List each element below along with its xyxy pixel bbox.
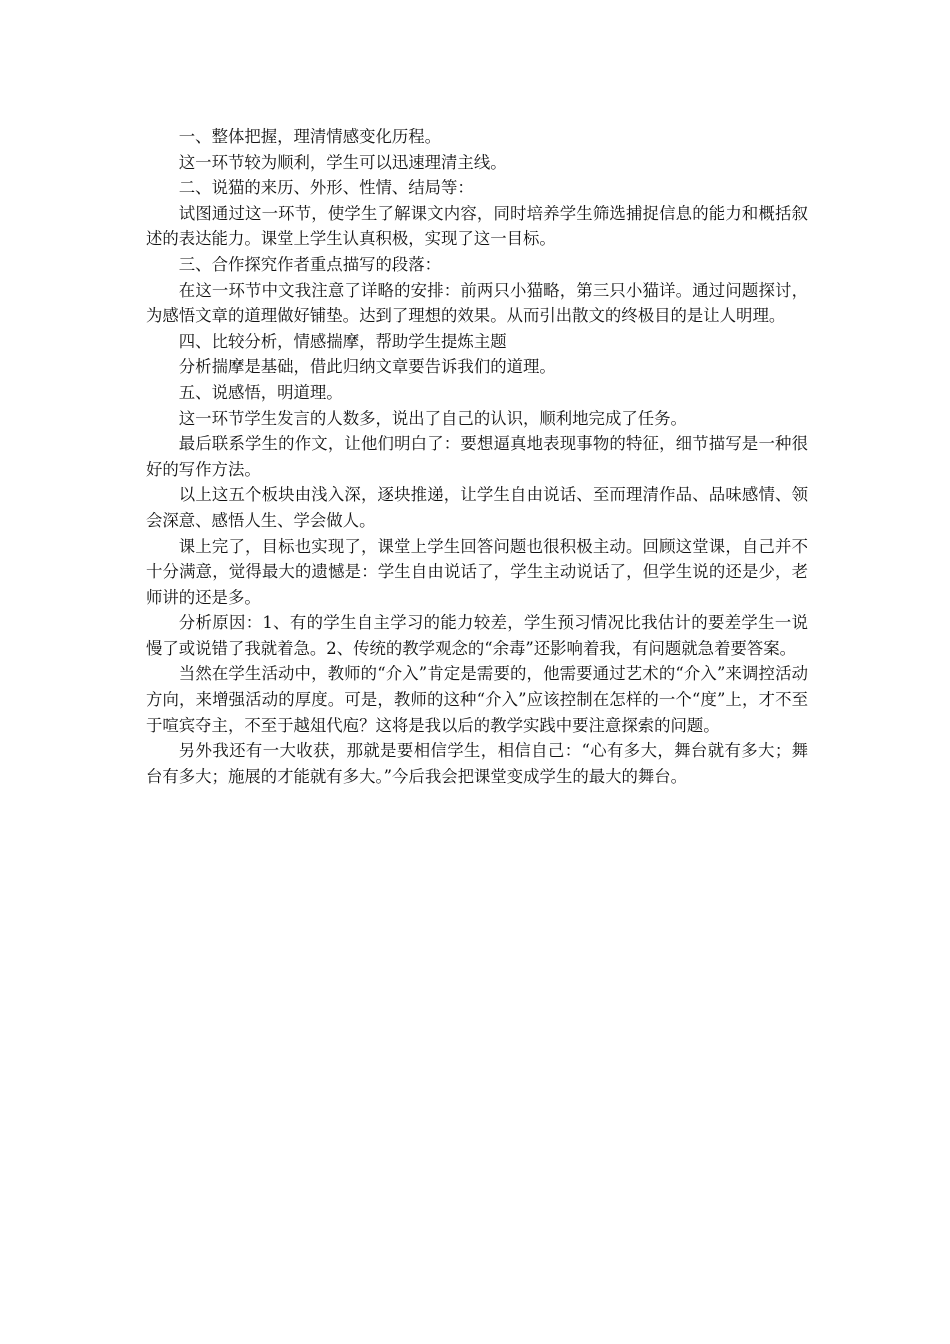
paragraph: 试图通过这一环节，使学生了解课文内容，同时培养学生筛选捕捉信息的能力和概括叙述的表达能力。课堂上学生认真积极，实现了这一目标。 <box>146 203 808 249</box>
paragraph: 以上这五个板块由浅入深，逐块推递，让学生自由说话、至而理清作品、品味感情、领会深意、感悟人生、学会做人。 <box>146 485 808 530</box>
heading-part-2: 二、说猫的来历、外形、性情、结局等： <box>178 178 474 198</box>
heading-part-5: 五、说感悟，明道理。 <box>178 382 343 402</box>
paragraph: 分析揣摩是基础，借此归纳文章要告诉我们的道理。 <box>178 357 556 377</box>
paragraph: 这一环节学生发言的人数多，说出了自己的认识，顺利地完成了任务。 <box>178 408 687 428</box>
paragraph: 另外我还有一大收获，那就是要相信学生，相信自己：“心有多大，舞台就有多大；舞台有多大；施展的才能就有多大。”今后我会把课堂变成学生的最大的舞台。 <box>146 741 808 786</box>
document-page <box>146 124 808 789</box>
heading-part-1: 一、整体把握，理清情感变化历程。 <box>178 127 442 146</box>
heading-part-4: 四、比较分析，情感揣摩，帮助学生提炼主题 <box>178 331 507 351</box>
paragraph: 分析原因：1、有的学生自主学习的能力较差，学生预习情况比我估计的要差学生一说慢了或说错了我就着急。2、传统的教学观念的“余毒”还影响着我，有问题就急着要答案。 <box>146 613 808 658</box>
paragraph: 最后联系学生的作文，让他们明白了：要想逼真地表现事物的特征，细节描写是一种很好的写作方法。 <box>146 434 808 479</box>
paragraph: 课上完了，目标也实现了，课堂上学生回答问题也很积极主动。回顾这堂课，自己并不十分满意，觉得最大的遗憾是：学生自由说话了，学生主动说话了，但学生说的还是少，老师讲的还是多。 <box>146 536 808 607</box>
paragraph: 当然在学生活动中，教师的“介入”肯定是需要的，他需要通过艺术的“介入”来调控活动方向，来增强活动的厚度。可是，教师的这种“介入”应该控制在怎样的一个“度”上，才不至于喧宾夺主，不至于越俎代庖？这将是我以后的教学实践中要注意探索的问题。 <box>146 664 808 735</box>
paragraph: 这一环节较为顺利，学生可以迅速理清主线。 <box>178 152 507 172</box>
paragraph: 在这一环节中文我注意了详略的安排：前两只小猫略，第三只小猫详。通过问题探讨，为感悟文章的道理做好铺垫。达到了理想的效果。从而引出散文的终极目的是让人明理。 <box>146 280 808 326</box>
heading-part-3: 三、合作探究作者重点描写的段落： <box>178 254 442 274</box>
